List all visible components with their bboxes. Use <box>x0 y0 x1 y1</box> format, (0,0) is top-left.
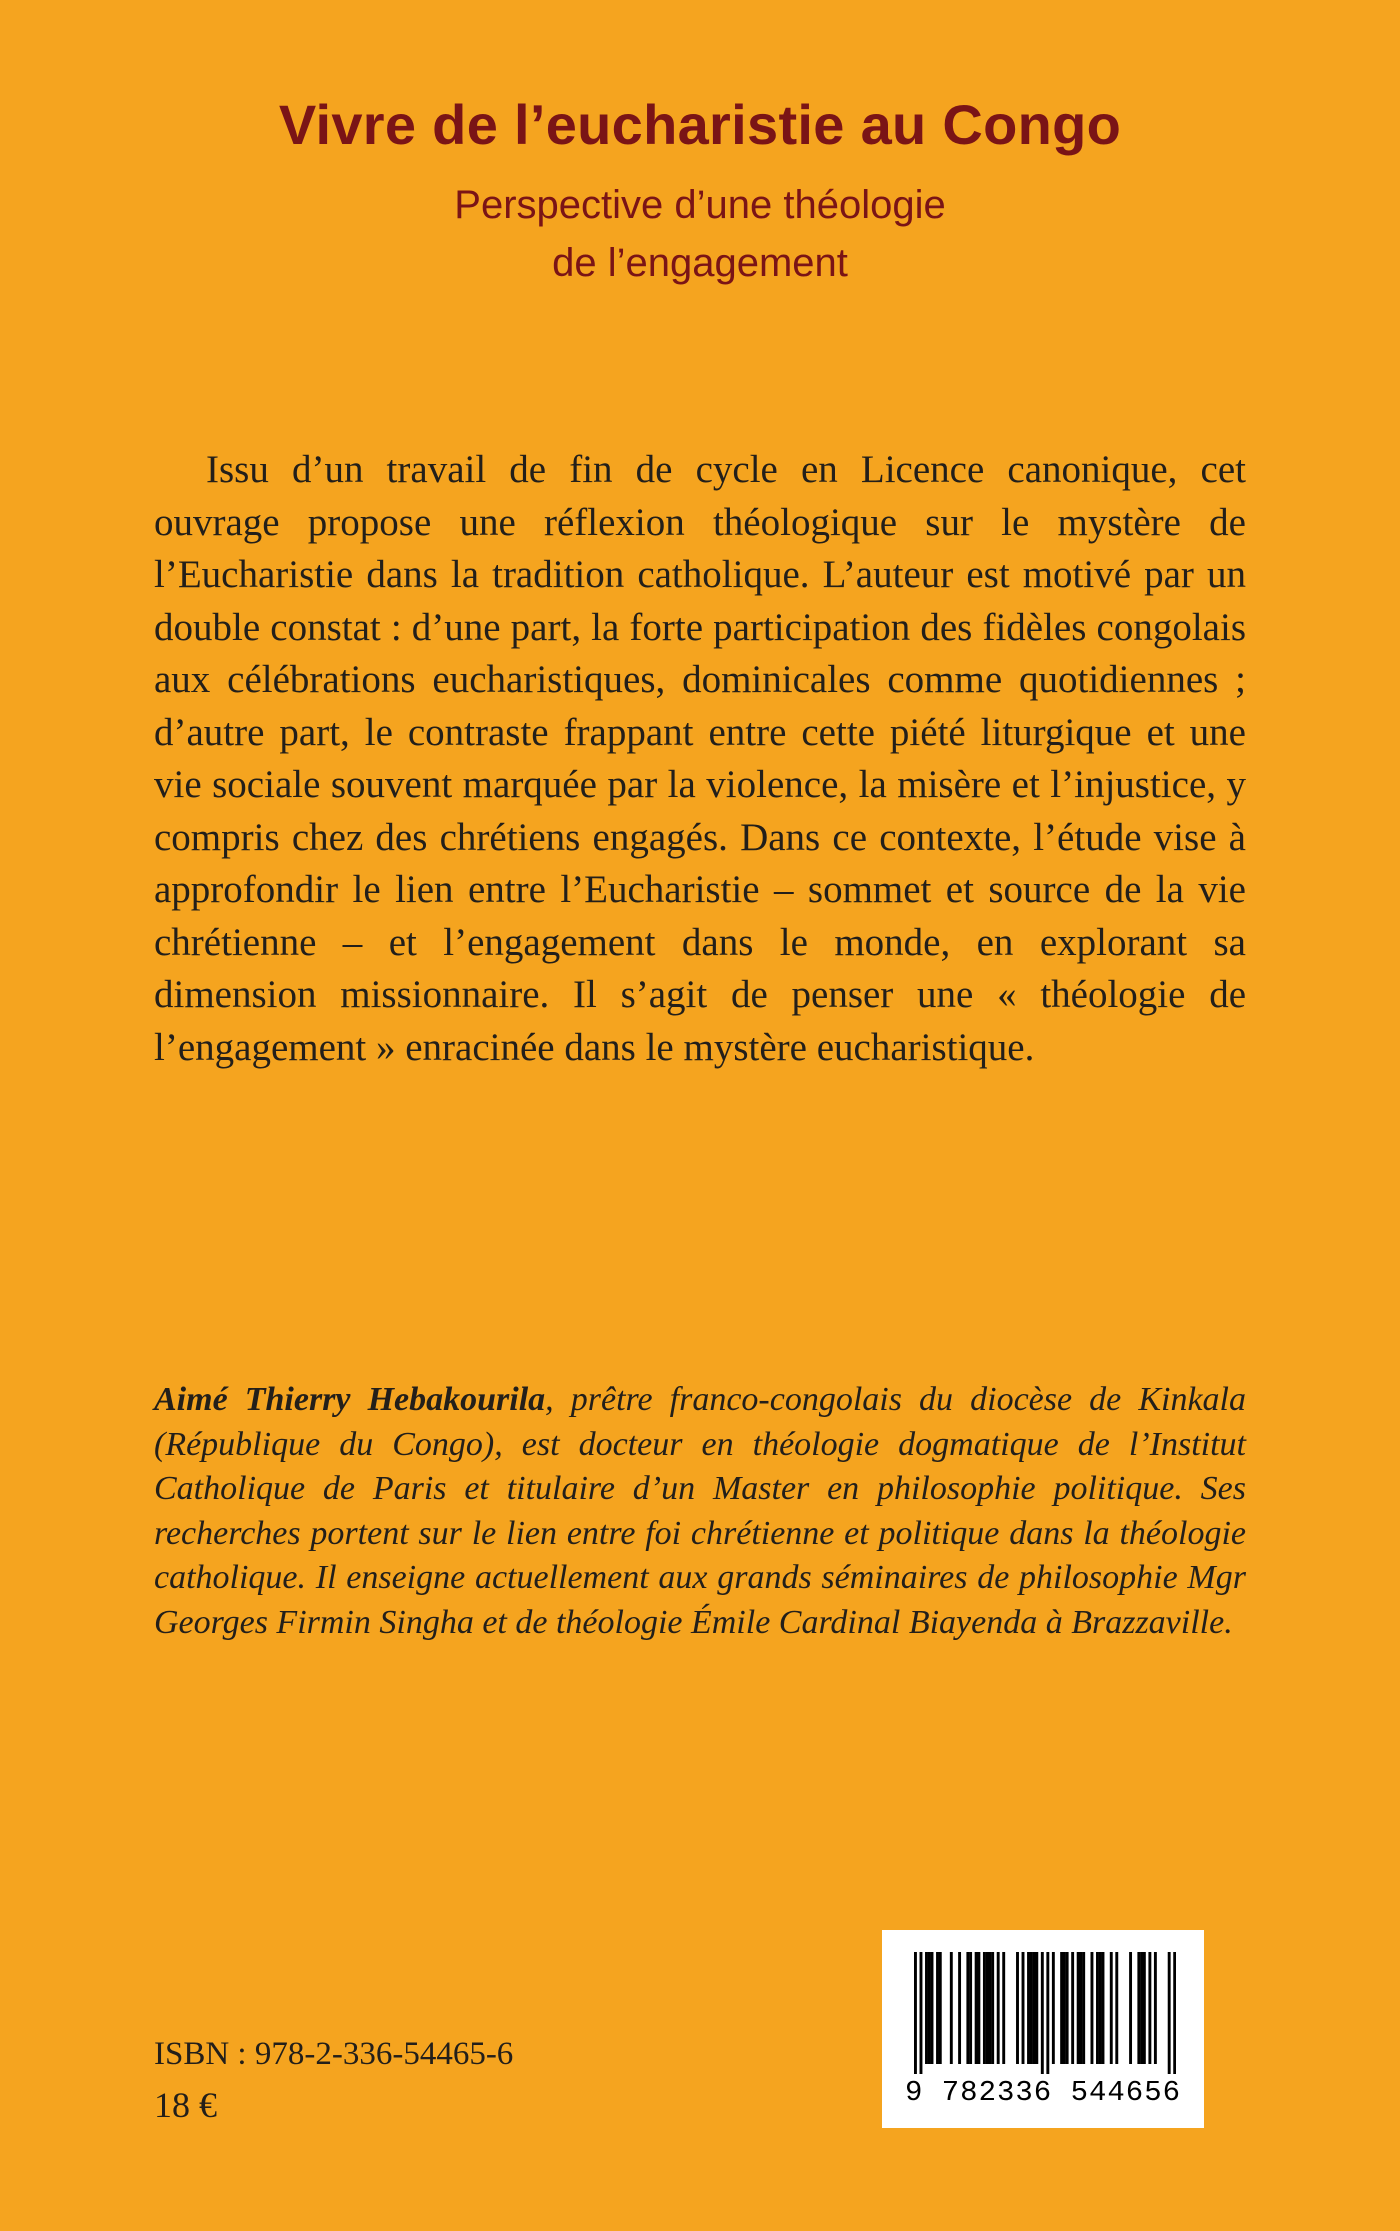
author-bio-text: , prêtre franco-congolais du diocèse de Kinkala (République du Congo), est docteur en théologie dogmatique de l’Institut Catholique de Paris et titulaire d’un Master en philosophie politique. Ses recherches portent sur le lien entre foi chrétienne et politique dans la théologie catholique. Il enseigne actuellement aux grands séminaires de philosophie Mgr Georges Firmin Singha et de théologie Émile Cardinal Biayenda à Brazzaville. <box>154 1381 1247 1641</box>
barcode-bar <box>983 1952 986 2064</box>
barcode-bar <box>928 1952 931 2064</box>
barcode-bar <box>1022 1952 1025 2064</box>
barcode-bar <box>1060 1952 1063 2064</box>
subtitle-line-2: de l’engagement <box>552 241 848 285</box>
barcode-bar <box>920 1952 923 2074</box>
barcode-bar <box>1102 1952 1105 2064</box>
barcode-bar <box>1041 1952 1044 2074</box>
isbn: ISBN : 978-2-336-54465-6 <box>154 2036 514 2072</box>
book-title: Vivre de l’eucharistie au Congo <box>278 93 1122 156</box>
barcode-bar <box>1148 1952 1151 2064</box>
barcode-bar <box>939 1952 942 2064</box>
barcode-bar <box>977 1952 980 2064</box>
author-bio <box>154 1378 1246 1645</box>
barcode-bar <box>1110 1952 1113 2064</box>
barcode-bar <box>1063 1952 1066 2064</box>
barcode-bar <box>1027 1952 1030 2064</box>
book-subtitle <box>0 176 1400 292</box>
barcode-bar <box>1140 1952 1143 2064</box>
barcode-bar <box>1173 1952 1176 2074</box>
barcode-bar <box>966 1952 969 2064</box>
barcode-bar <box>1046 1952 1049 2074</box>
barcode-bar <box>1035 1952 1038 2064</box>
barcode-bars <box>914 1952 1176 2074</box>
barcode-bar <box>1091 1952 1094 2064</box>
subtitle-line-1: Perspective d’une théologie <box>454 183 946 227</box>
barcode-bar <box>1082 1952 1085 2064</box>
barcode-bar <box>925 1952 928 2064</box>
barcode-bar <box>1052 1952 1055 2064</box>
barcode-bar <box>1154 1952 1157 2064</box>
barcode-bar <box>1030 1952 1033 2064</box>
barcode-bar <box>969 1952 972 2064</box>
barcode-bar <box>997 1952 1000 2064</box>
barcode-bar <box>958 1952 961 2064</box>
barcode-bar <box>1071 1952 1074 2064</box>
barcode-bar <box>988 1952 991 2064</box>
barcode-bar <box>1096 1952 1099 2064</box>
barcode-bar <box>1016 1952 1019 2064</box>
barcode-bar <box>986 1952 989 2064</box>
barcode <box>882 1930 1204 2128</box>
barcode-bar <box>1066 1952 1069 2064</box>
barcode-bar <box>931 1952 934 2064</box>
barcode-bar <box>1168 1952 1171 2074</box>
barcode-bar <box>975 1952 978 2064</box>
barcode-bar <box>1099 1952 1102 2064</box>
barcode-bar <box>1143 1952 1146 2064</box>
book-summary: Issu d’un travail de fin de cycle en Licence canonique, cet ouvrage propose une réflexion théologique sur le mystère de l’Eucharistie dans la tradition catholique. L’auteur est motivé par un double constat : d’une part, la forte participation des fidèles congolais aux célébrations eucharistiques, dominicales comme quotidiennes ; d’autre part, le contraste frappant entre cette piété liturgique et une vie sociale souvent marquée par la violence, la misère et l’injustice, y compris chez des chrétiens engagés. Dans ce contexte, l’étude vise à approfondir le lien entre l’Eucharistie – sommet et source de la vie chrétienne – et l’engagement dans le monde, en explorant sa dimension missionnaire. Il s’agit de penser une « théologie de l’engagement » enracinée dans le mystère eucharistique. <box>154 448 1246 1069</box>
barcode-digits: 9 782336 544656 <box>904 2076 1182 2109</box>
barcode-bar <box>991 1952 994 2064</box>
barcode-bar <box>1115 1952 1118 2064</box>
price: 18 € <box>154 2085 217 2125</box>
barcode-bar <box>950 1952 953 2064</box>
barcode-bar <box>1002 1952 1005 2064</box>
barcode-bar <box>936 1952 939 2064</box>
barcode-bar <box>1079 1952 1082 2064</box>
barcode-bar <box>1129 1952 1132 2064</box>
barcode-bar <box>1077 1952 1080 2064</box>
barcode-bar <box>1137 1952 1140 2064</box>
author-name: Aimé Thierry Hebakourila <box>154 1381 546 1418</box>
barcode-bar <box>914 1952 917 2074</box>
barcode-bar <box>1033 1952 1036 2064</box>
